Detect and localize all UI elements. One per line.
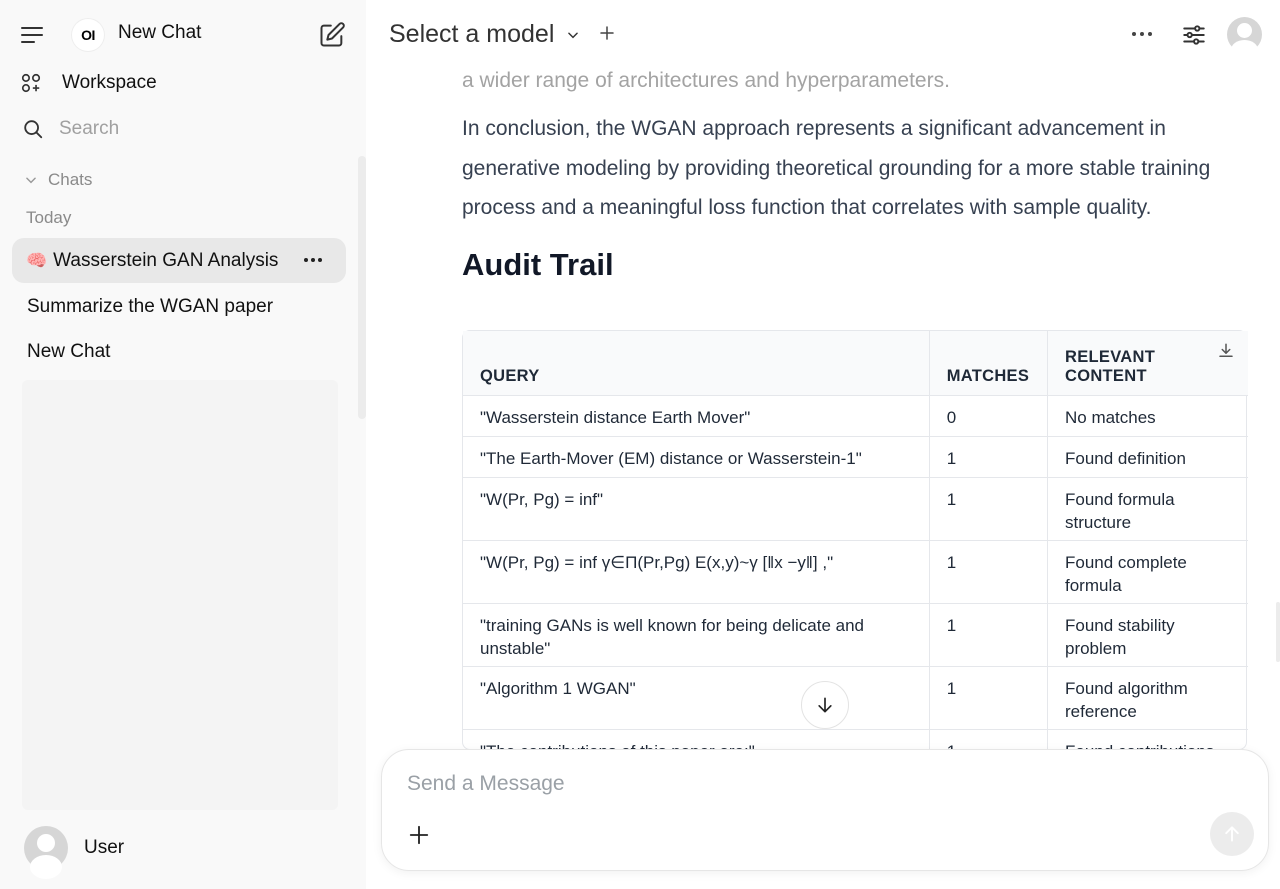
scroll-to-bottom-button[interactable] — [801, 681, 849, 729]
table-row — [463, 395, 1248, 436]
today-label: Today — [26, 208, 72, 227]
query-cell: "W(Pr, Pg) = inf γ∈Π(Pr,Pg) E(x,y)~γ [ǁx −yǁ] ," — [463, 540, 929, 603]
workspace-link[interactable] — [20, 70, 157, 96]
matches-cell: 0 — [929, 395, 1047, 436]
query-cell: "The Earth-Mover (EM) distance or Wasserstein-1" — [463, 436, 929, 477]
sliders-icon[interactable] — [1181, 22, 1207, 48]
table-row — [463, 666, 1248, 729]
content-cell: Found complete formula — [1047, 540, 1248, 603]
app-logo[interactable]: OI — [72, 19, 104, 51]
chat-content — [462, 60, 1252, 285]
query-cell: "W(Pr, Pg) = inf" — [463, 477, 929, 540]
table-row — [463, 477, 1248, 540]
search-icon — [22, 118, 44, 140]
grid-plus-icon — [20, 72, 42, 94]
chats-section-toggle[interactable] — [24, 170, 92, 190]
query-cell: "Wasserstein distance Earth Mover" — [463, 395, 929, 436]
column-header-relevant-content — [1047, 331, 1248, 395]
message-input[interactable] — [407, 772, 1187, 796]
content-cell: Found algorithm reference — [1047, 666, 1248, 729]
table-row — [463, 436, 1248, 477]
user-menu[interactable] — [24, 826, 124, 870]
content-cell: Found definition — [1047, 436, 1248, 477]
arrow-up-icon — [1222, 824, 1242, 844]
model-label: Select a model — [389, 20, 555, 48]
chats-label: Chats — [48, 170, 93, 189]
column-header-matches: MATCHES — [929, 331, 1047, 395]
query-cell: "Algorithm 1 WGAN" — [463, 666, 929, 729]
matches-cell: 1 — [929, 540, 1047, 603]
content-cell: Found stability problem — [1047, 603, 1248, 666]
content-cell: No matches — [1047, 395, 1248, 436]
message-composer — [381, 749, 1269, 871]
main-panel — [366, 0, 1280, 889]
table-header-row — [463, 331, 1248, 395]
sidebar-scrollbar[interactable] — [358, 156, 366, 419]
content-cell: Found formula structure — [1047, 477, 1248, 540]
chevron-down-icon — [566, 28, 580, 42]
search-bar[interactable] — [22, 116, 322, 142]
sidebar-empty-area — [22, 380, 338, 810]
chat-item-new-chat[interactable] — [12, 329, 346, 374]
column-header-query: QUERY — [463, 331, 929, 395]
conclusion-paragraph: In conclusion, the WGAN approach represents a significant advancement in generative modeling by providing theoretical grounding for a more stable training process and a meaningful loss function that correlates with sample quality. — [462, 117, 1211, 219]
edit-icon[interactable] — [318, 21, 346, 49]
query-cell: "training GANs is well known for being delicate and unstable" — [463, 603, 929, 666]
new-chat-title[interactable]: New Chat — [118, 22, 202, 43]
matches-cell: 1 — [929, 603, 1047, 666]
download-icon[interactable] — [1217, 342, 1235, 360]
chat-options-icon[interactable] — [304, 256, 324, 264]
plus-icon[interactable] — [408, 824, 430, 846]
matches-cell: 1 — [929, 666, 1047, 729]
sidebar — [0, 0, 366, 889]
previous-text: a wider range of architectures and hyperparameters. — [462, 69, 950, 92]
chat-item-label: Wasserstein GAN Analysis — [53, 249, 279, 271]
column-header-label: RELEVANT CONTENT — [1064, 347, 1156, 385]
search-input[interactable] — [59, 118, 299, 140]
avatar — [24, 826, 68, 870]
audit-trail-table — [462, 330, 1247, 750]
avatar[interactable] — [1227, 17, 1262, 52]
more-horizontal-icon[interactable] — [1132, 28, 1154, 40]
user-name: User — [84, 837, 125, 858]
chat-item-summarize-wgan[interactable] — [12, 284, 346, 329]
matches-cell: 1 — [929, 477, 1047, 540]
table-row — [463, 540, 1248, 603]
chat-item-label: New Chat — [27, 340, 111, 362]
page-scrollbar[interactable] — [1276, 602, 1280, 662]
matches-cell: 1 — [929, 436, 1047, 477]
chat-item-wasserstein-gan-analysis[interactable] — [12, 238, 346, 283]
table-row — [463, 603, 1248, 666]
add-model-plus-icon[interactable] — [598, 24, 616, 42]
send-button[interactable] — [1210, 812, 1254, 856]
model-selector[interactable] — [389, 20, 580, 49]
section-heading: Audit Trail — [462, 246, 614, 282]
chat-item-label: Summarize the WGAN paper — [27, 295, 274, 317]
brain-icon: 🧠 — [26, 250, 48, 270]
hamburger-icon[interactable] — [21, 24, 45, 46]
workspace-label: Workspace — [62, 72, 157, 93]
arrow-down-icon — [815, 695, 835, 715]
chevron-down-icon — [24, 173, 38, 187]
